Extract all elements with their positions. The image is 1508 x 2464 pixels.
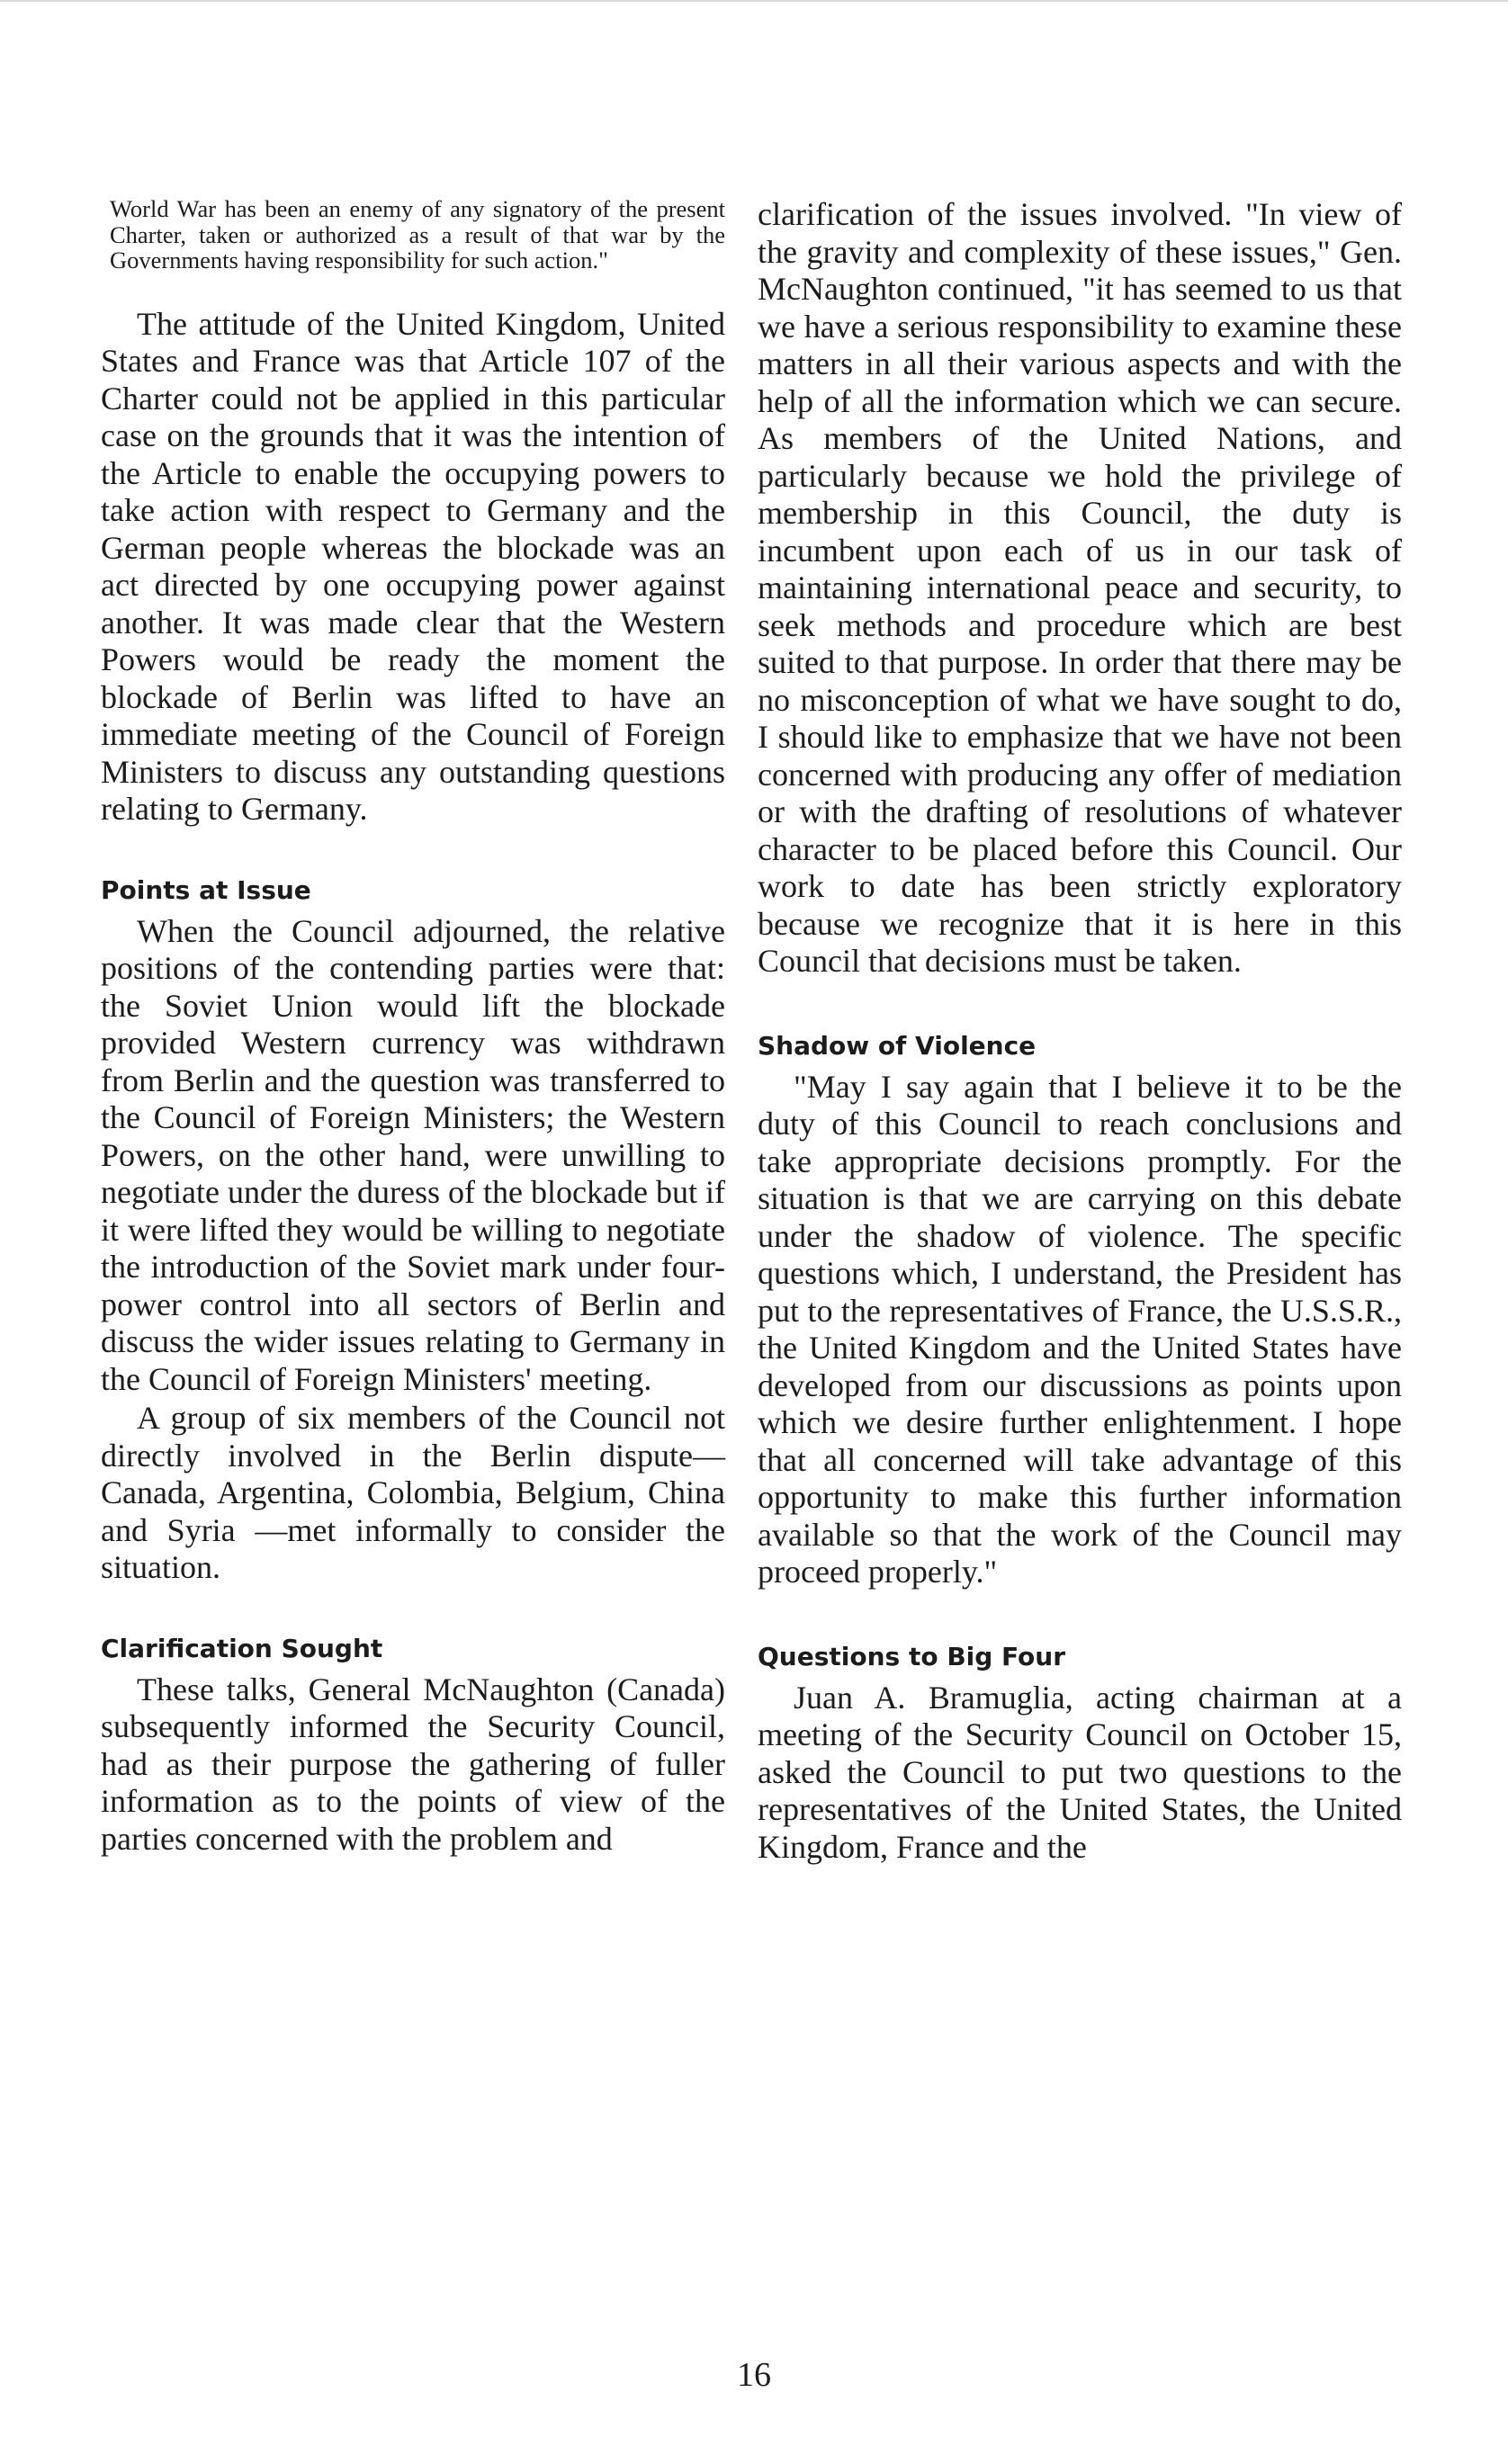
quote-fragment: World War has been an enemy of any signatory of the present Charter, taken or authorized as a result of that war by the Governments having responsibility for such action." [110, 195, 725, 273]
page-number: 16 [737, 2356, 771, 2394]
top-edge-rule [0, 0, 1508, 2]
paragraph-council-adjourned: When the Council adjourned, the relative positions of the contending parties were that: the Soviet Union would lift the blockade provided Western currency was withdrawn from Berlin and the question was transferred to the Council of Foreign Ministers; the Western Powers, on the other hand, were unwilling to negotiate under the duress of the blockade but if it were lifted they would be willing to negotiate the introduction of the Soviet mark under four-power control into all sectors of Berlin and discuss the wider issues relating to Germany in the Council of Foreign Ministers' meeting. [101, 912, 725, 1397]
heading-clarification-sought: Clarification Sought [101, 1633, 383, 1663]
paragraph-may-i-say: "May I say again that I believe it to be the duty of this Council to reach conclusions and take appropriate decisions promptly. For the situation is that we are carrying on this debate under the shadow of violence. The specific questions which, I understand, the President has put to the representatives of France, the U.S.S.R., the United Kingdom and the United States have developed from our discussions as points upon which we desire further enlightenment. I hope that all concerned will take advantage of this opportunity to make this further information available so that the work of the Council may proceed properly." [758, 1068, 1402, 1590]
paragraph-group-of-six: A group of six members of the Council not directly involved in the Berlin dispute—Canada, Argentina, Colombia, Belgium, China and Syria —met informally to consider the situation. [101, 1400, 725, 1585]
paragraph-these-talks: These talks, General McNaughton (Canada) subsequently informed the Security Council, had as their purpose the gathering of fuller information as to the points of view of the parties concerned with the problem and [101, 1671, 725, 1857]
paragraph-attitude: The attitude of the United Kingdom, United States and France was that Article 107 of the Charter could not be applied in this particular case on the grounds that it was the intention of the Article to enable the occupying powers to take action with respect to Germany and the German people whereas the blockade was an act directed by one occupying power against another. It was made clear that the Western Powers would be ready the moment the blockade of Berlin was lifted to have an immediate meeting of the Council of Foreign Ministers to discuss any outstanding questions relating to Germany. [101, 305, 725, 827]
paragraph-clarification-continued: clarification of the issues involved. "In view of the gravity and complexity of these issues," Gen. McNaughton continued, "it has seemed to us that we have a serious responsibility to examine these matters in all their various aspects and with the help of all the information which we can secure. As members of the United Nations, and particularly because we hold the privilege of membership in this Council, the duty is incumbent upon each of us in our task of maintaining international peace and security, to seek methods and procedure which are best suited to that purpose. In order that there may be no misconception of what we have sought to do, I should like to emphasize that we have not been concerned with producing any offer of mediation or with the drafting of resolutions of whatever character to be placed before this Council. Our work to date has been strictly exploratory because we recognize that it is here in this Council that decisions must be taken. [758, 196, 1402, 979]
heading-shadow-of-violence: Shadow of Violence [758, 1030, 1037, 1061]
heading-questions-to-big-four: Questions to Big Four [758, 1641, 1066, 1671]
paragraph-bramuglia: Juan A. Bramuglia, acting chairman at a meeting of the Security Council on October 15, asked the Council to put two questions to the representatives of the United States, the United Kingdom, France and the [758, 1679, 1402, 1865]
right-column [758, 196, 1402, 1866]
heading-points-at-issue: Points at Issue [101, 874, 311, 905]
left-column [101, 196, 725, 1858]
